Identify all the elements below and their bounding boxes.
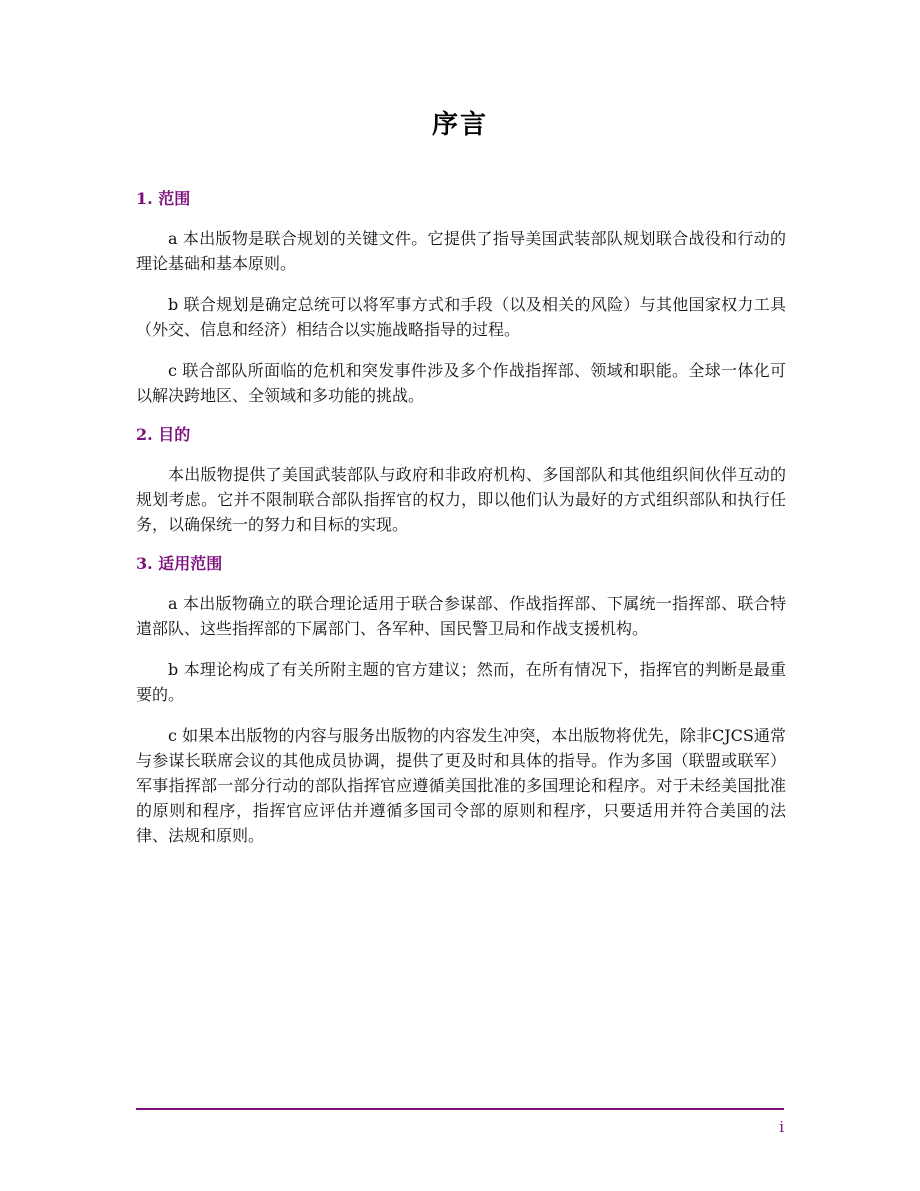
- paragraph: c 如果本出版物的内容与服务出版物的内容发生冲突，本出版物将优先，除非CJCS通常与参谋长联席会议的其他成员协调，提供了更及时和具体的指导。作为多国（联盟或联军）军事指挥部一部分行动的部队指挥官应遵循美国批准的多国理论和程序。对于未经美国批准的原则和程序，指挥官应评估并遵循多国司令部的原则和程序，只要适用并符合美国的法律、法规和原则。: [136, 726, 786, 845]
- section-heading: 2. 目的: [136, 425, 191, 444]
- section-applicability: [136, 553, 786, 848]
- section-purpose: [136, 424, 786, 537]
- paragraph: 本出版物提供了美国武装部队与政府和非政府机构、多国部队和其他组织间伙伴互动的规划考虑。它并不限制联合部队指挥官的权力，即以他们认为最好的方式组织部队和执行任务，以确保统一的努力和目标的实现。: [136, 465, 786, 534]
- section-heading: 1. 范围: [136, 189, 191, 208]
- paragraph: c 联合部队所面临的危机和突发事件涉及多个作战指挥部、领域和职能。全球一体化可以解决跨地区、全领域和多功能的挑战。: [136, 361, 786, 405]
- paragraph: b 联合规划是确定总统可以将军事方式和手段（以及相关的风险）与其他国家权力工具（外交、信息和经济）相结合以实施战略指导的过程。: [136, 295, 786, 339]
- document-body: [136, 188, 786, 864]
- section-heading: 3. 适用范围: [136, 554, 223, 573]
- footer-rule: [136, 1108, 784, 1110]
- section-scope: [136, 188, 786, 408]
- page-title: 序言: [431, 110, 488, 140]
- paragraph: b 本理论构成了有关所附主题的官方建议；然而，在所有情况下，指挥官的判断是最重要的。: [136, 660, 786, 704]
- paragraph: a 本出版物确立的联合理论适用于联合参谋部、作战指挥部、下属统一指挥部、联合特遣部队、这些指挥部的下属部门、各军种、国民警卫局和作战支援机构。: [136, 594, 786, 638]
- paragraph: a 本出版物是联合规划的关键文件。它提供了指导美国武装部队规划联合战役和行动的理论基础和基本原则。: [136, 229, 786, 273]
- page-number: i: [779, 1118, 784, 1136]
